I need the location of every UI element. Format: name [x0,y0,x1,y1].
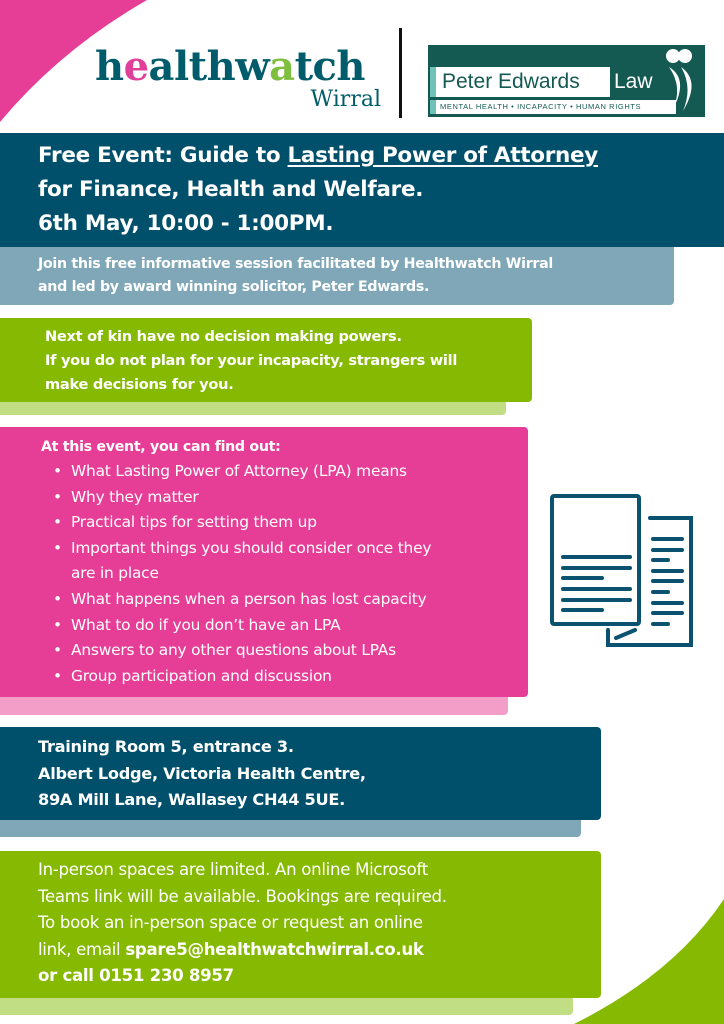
list-item: • Group participation and discussion [53,666,332,685]
location-building: Albert Lodge, Victoria Health Centre, [38,763,366,783]
logo-divider [399,28,402,118]
find-out-card [0,427,528,697]
healthwatch-wordmark: healthwatch [95,43,365,90]
location-room: Training Room 5, entrance 3. [38,737,294,756]
warning-card: Next of kin have no decision making powers. If you do not plan for your incapacity, strangers will make decisions for you. [0,318,532,402]
event-title-line-1: Free Event: Guide to Lasting Power of Attorney [38,143,599,168]
people-figure-icon [659,47,699,113]
location-address: 89A Mill Lane, Wallasey CH44 5UE. [38,790,345,809]
lpa-underlined-title: Lasting Power of Attorney [287,143,599,168]
booking-card: In-person spaces are limited. An online Microsoft Teams link will be available. Bookings are required. To book an in-person space or request an online link, email spare5@healthwatchwirral.co.uk or call 0151 230 8957 [0,851,601,998]
list-item: • What happens when a person has lost capacity [53,589,427,608]
find-out-heading: At this event, you can find out: [41,439,281,455]
location-card-shadow [0,818,581,837]
list-item: • Practical tips for setting them up [53,513,317,532]
pe-logo-name: Peter Edwards [442,70,580,93]
documents-icon [550,494,696,650]
healthwatch-wirral-logo [95,44,385,116]
find-out-card-shadow [0,695,508,715]
find-out-list [51,459,528,689]
list-item-continuation: are in place [71,564,159,583]
peter-edwards-law-logo [428,45,705,117]
event-date-time: 6th May, 10:00 - 1:00PM. [38,211,334,236]
list-item: • What Lasting Power of Attorney (LPA) means [53,462,407,480]
booking-phone[interactable]: or call 0151 230 8957 [38,966,234,986]
list-item: • Important things you should consider once they [53,538,432,557]
booking-card-shadow [0,996,573,1015]
event-title-banner [0,133,724,247]
event-title-line-2: for Finance, Health and Welfare. [38,177,424,202]
list-item: • What to do if you don’t have an LPA [53,615,341,634]
warning-card-shadow [0,400,506,415]
healthwatch-subtitle: Wirral [310,87,381,112]
list-item: • Answers to any other questions about LPAs [53,641,396,660]
pe-logo-tagline: MENTAL HEALTH • INCAPACITY • HUMAN RIGHTS [440,102,642,111]
location-card [0,727,601,820]
pe-logo-law: Law [614,70,653,93]
intro-banner: Join this free informative session facilitated by Healthwatch Wirral and led by award winning solicitor, Peter Edwards. [0,247,674,305]
list-item: • Why they matter [53,487,199,506]
booking-email-link[interactable]: spare5@healthwatchwirral.co.uk [125,939,424,959]
